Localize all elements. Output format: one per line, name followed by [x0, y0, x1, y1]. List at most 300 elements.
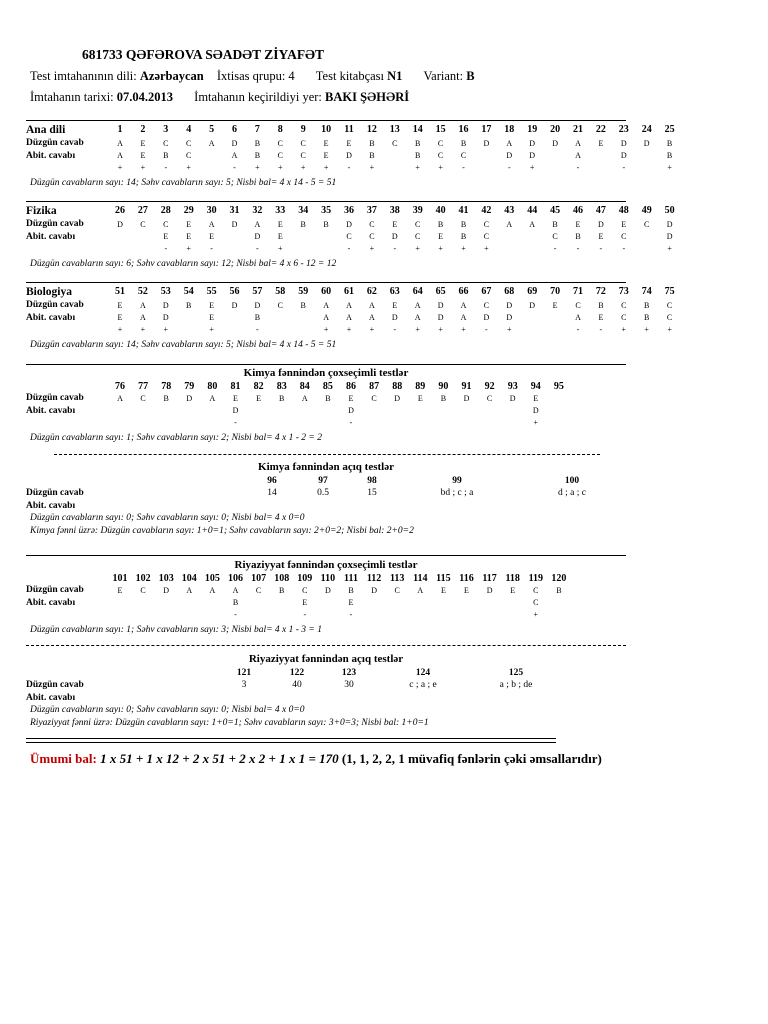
student-answer: B [644, 313, 650, 322]
header-line-2 [30, 69, 475, 84]
answer-mark: + [621, 325, 627, 334]
question-number: 107 [251, 573, 267, 584]
correct-answer: B [440, 394, 447, 403]
question-number: 21 [573, 124, 583, 135]
question-number: 10 [321, 124, 332, 135]
student-answer: B [254, 313, 261, 322]
answer-mark: - [393, 244, 397, 253]
answer-mark: - [393, 325, 397, 334]
correct-answer: C [163, 139, 169, 148]
correct-answer: D [186, 394, 193, 403]
correct-answer: C [302, 586, 308, 595]
correct-answer: c ; a ; e [409, 680, 437, 690]
question-number: 6 [232, 124, 237, 135]
correct-answer: A [506, 139, 513, 148]
correct-answer: D [509, 394, 516, 403]
question-number: 110 [320, 573, 336, 584]
exam-date-label: İmtahanın tarixi: [30, 90, 114, 104]
question-number: 102 [135, 573, 151, 584]
question-number: 19 [527, 124, 538, 135]
correct-answer: A [208, 139, 215, 148]
question-number: 1 [117, 124, 123, 135]
correct-answer-label: Düzgün cavab [26, 488, 84, 498]
answer-mark: + [533, 418, 539, 427]
question-number: 47 [595, 205, 606, 216]
correct-answer: E [510, 586, 516, 595]
question-number: 115 [436, 573, 451, 584]
correct-answer: C [644, 220, 650, 229]
question-number: 39 [412, 205, 423, 216]
correct-answer: D [463, 394, 470, 403]
student-answer: A [231, 151, 238, 160]
correct-answer: D [437, 301, 444, 310]
student-answer: D [666, 232, 673, 241]
question-number: 112 [366, 573, 382, 584]
student-answer: C [552, 232, 558, 241]
question-number: 4 [186, 124, 192, 135]
answer-mark: - [164, 244, 168, 253]
correct-answer: A [208, 220, 215, 229]
question-number: 90 [438, 381, 449, 392]
answer-mark: - [576, 325, 580, 334]
question-number: 36 [344, 205, 354, 216]
correct-answer: B [325, 394, 331, 403]
student-answer: D [437, 313, 444, 322]
correct-answer: E [552, 301, 558, 310]
correct-answer: D [483, 139, 490, 148]
variant-value: B [466, 69, 475, 83]
student-answer: E [277, 232, 283, 241]
student-answer-label: Abit. cavabı [26, 151, 76, 161]
dashed-divider [54, 454, 600, 455]
student-answer: B [666, 151, 673, 160]
subject-name: Ana dili [26, 124, 66, 136]
answer-mark: - [507, 163, 511, 172]
question-number: 109 [297, 573, 313, 584]
correct-answer-label: Düzgün cavab [26, 393, 84, 403]
question-number: 9 [300, 124, 306, 135]
correct-answer: C [140, 586, 146, 595]
answer-mark: + [300, 163, 306, 172]
question-number: 32 [252, 205, 263, 216]
question-number: 119 [528, 573, 544, 584]
question-number: 124 [415, 668, 431, 678]
question-number: 68 [504, 286, 515, 297]
correct-answer: B [437, 220, 444, 229]
question-number: 81 [230, 381, 241, 392]
correct-answer: B [279, 394, 285, 403]
correct-answer: C [277, 301, 283, 310]
correct-answer: B [163, 394, 169, 403]
answer-mark: - [210, 244, 213, 253]
student-id-name: 681733 QƏFƏROVA SƏADƏT ZİYAFƏT [82, 47, 325, 62]
question-number: 78 [161, 381, 172, 392]
question-number: 45 [550, 205, 561, 216]
answer-mark: + [461, 325, 466, 334]
question-number: 22 [595, 124, 606, 135]
section-summary: Düzgün cavabların sayı: 1; Səhv cavabların sayı: 3; Nisbi bal= 4 x 1 - 3 = 1 [30, 625, 322, 635]
correct-answer: C [392, 139, 398, 148]
question-number: 79 [184, 381, 195, 392]
question-number: 25 [664, 124, 675, 135]
question-number: 72 [595, 286, 606, 297]
question-number: 50 [664, 205, 675, 216]
subject-summary: Riyaziyyat fənni üzrə: Düzgün cavabların sayı: 1+0=1; Səhv cavabların sayı: 3+0=3; Nisbi bal: 1+0=1 [30, 718, 429, 728]
correct-answer: A [209, 394, 216, 403]
correct-answer: E [417, 394, 423, 403]
correct-answer-label: Düzgün cavab [26, 300, 84, 310]
student-answer: E [163, 232, 169, 241]
correct-answer: E [575, 220, 581, 229]
question-number: 106 [228, 573, 243, 584]
question-number: 59 [298, 286, 309, 297]
total-score [30, 751, 602, 767]
question-number: 56 [229, 286, 240, 297]
correct-answer: C [140, 220, 146, 229]
question-number: 66 [458, 286, 469, 297]
question-number: 18 [504, 124, 515, 135]
answer-mark: + [163, 325, 169, 334]
answer-mark: + [507, 325, 512, 334]
question-number: 35 [321, 205, 332, 216]
student-answer: D [529, 151, 536, 160]
answer-mark: - [462, 163, 465, 172]
student-answer-label: Abit. cavabı [26, 313, 76, 323]
correct-answer: D [254, 301, 261, 310]
student-answer: C [483, 232, 490, 241]
answer-mark: - [485, 325, 488, 334]
correct-answer: A [140, 301, 146, 310]
correct-answer: D [162, 301, 169, 310]
answer-mark: + [186, 163, 191, 172]
question-number: 97 [318, 476, 328, 486]
student-answer-label: Abit. cavabı [26, 232, 76, 242]
question-number: 49 [641, 205, 652, 216]
answer-mark: + [438, 163, 443, 172]
question-number: 3 [163, 124, 169, 135]
correct-answer: C [415, 220, 421, 229]
answer-mark: + [461, 244, 466, 253]
correct-answer: C [277, 139, 283, 148]
question-number: 54 [183, 286, 194, 297]
correct-answer: E [392, 301, 398, 310]
question-number: 60 [321, 286, 332, 297]
answer-mark: + [323, 163, 329, 172]
correct-answer: 30 [344, 680, 354, 690]
question-number: 70 [550, 286, 561, 297]
correct-answer: bd ; c ; a [440, 488, 474, 498]
answer-mark: - [599, 325, 603, 334]
correct-answer: C [394, 586, 400, 595]
section-summary: Düzgün cavabların sayı: 14; Səhv cavabların sayı: 5; Nisbi bal= 4 x 14 - 5 = 51 [30, 178, 337, 188]
answer-mark: + [415, 163, 420, 172]
student-answer-label: Abit. cavabı [26, 406, 76, 416]
correct-answer: A [117, 139, 123, 148]
correct-answer: E [348, 394, 354, 403]
student-answer: C [437, 151, 444, 160]
correct-answer: d ; a ; c [558, 488, 586, 498]
question-number: 83 [276, 381, 287, 392]
total-label: Ümumi bal: [30, 751, 97, 766]
correct-answer: B [644, 301, 650, 310]
student-answer: D [162, 313, 169, 322]
student-answer: D [620, 151, 627, 160]
question-number: 71 [573, 286, 583, 297]
student-answer: C [300, 151, 306, 160]
answer-mark: + [369, 325, 375, 334]
correct-answer: B [300, 220, 306, 229]
answer-mark: - [234, 610, 237, 619]
correct-answer: 0.5 [317, 488, 329, 498]
student-answer: A [575, 151, 581, 160]
correct-answer: A [323, 301, 329, 310]
correct-answer: A [254, 220, 261, 229]
correct-answer: E [277, 220, 283, 229]
double-divider [26, 738, 556, 743]
correct-answer: D [598, 220, 604, 229]
correct-answer: D [163, 586, 170, 595]
question-number: 120 [551, 573, 567, 584]
question-number: 99 [452, 476, 462, 486]
correct-answer: B [415, 139, 421, 148]
question-number: 123 [341, 668, 357, 678]
correct-answer: 14 [267, 488, 277, 498]
subject-name: Biologiya [26, 286, 73, 298]
question-number: 7 [254, 124, 260, 135]
question-number: 61 [344, 286, 354, 297]
question-number: 65 [435, 286, 446, 297]
correct-answer: C [621, 301, 627, 310]
answer-mark: - [164, 163, 168, 172]
student-answer: A [140, 313, 146, 322]
student-answer: C [460, 151, 467, 160]
student-answer: C [533, 598, 539, 607]
answer-mark: + [209, 325, 214, 334]
student-answer: D [346, 151, 352, 160]
kimya-open-title: Kimya fənnindən açıq testlər [258, 461, 394, 473]
exam-language-value: Azərbaycan [139, 69, 204, 83]
question-number: 103 [158, 573, 174, 584]
answer-mark: + [438, 244, 443, 253]
student-answer: D [506, 151, 513, 160]
question-number: 94 [530, 381, 541, 392]
correct-answer: C [437, 139, 444, 148]
kimya-mc-title: Kimya fənnindən çoxseçimli testlər [243, 367, 409, 379]
answer-mark: + [369, 163, 375, 172]
question-number: 98 [367, 476, 377, 486]
question-number: 117 [482, 573, 497, 584]
question-number: 64 [412, 286, 423, 297]
student-answer: C [277, 151, 283, 160]
student-answer: D [506, 313, 513, 322]
answer-mark: - [233, 163, 236, 172]
student-answer: D [391, 232, 398, 241]
correct-answer: B [598, 301, 604, 310]
correct-answer: C [140, 394, 146, 403]
answer-mark: - [599, 244, 603, 253]
correct-answer: D [231, 139, 238, 148]
correct-answer: B [279, 586, 285, 595]
correct-answer: A [529, 220, 536, 229]
section-summary: Düzgün cavabların sayı: 1; Səhv cavabların sayı: 2; Nisbi bal= 4 x 1 - 2 = 2 [30, 433, 322, 443]
question-number: 86 [346, 381, 356, 392]
student-answer: E [598, 313, 604, 322]
correct-answer: D [620, 139, 627, 148]
question-number: 43 [504, 205, 515, 216]
correct-answer: C [186, 139, 192, 148]
correct-answer: D [486, 586, 493, 595]
correct-answer: D [117, 220, 123, 229]
question-number: 104 [181, 573, 197, 584]
question-number: 14 [412, 124, 423, 135]
question-number: 15 [435, 124, 446, 135]
correct-answer: E [464, 586, 469, 595]
correct-answer: E [440, 586, 446, 595]
correct-answer: A [575, 139, 581, 148]
question-number: 76 [115, 381, 125, 392]
variant-label: Variant: [423, 69, 464, 83]
student-answer: D [532, 406, 539, 415]
correct-answer: E [186, 220, 192, 229]
student-answer: D [254, 232, 261, 241]
answer-mark: + [529, 163, 535, 172]
answer-mark: + [140, 163, 146, 172]
answer-mark: + [484, 244, 489, 253]
correct-answer: A [209, 586, 216, 595]
question-number: 34 [298, 205, 309, 216]
student-answer: E [140, 151, 146, 160]
student-answer: E [186, 232, 192, 241]
student-answer: D [348, 406, 354, 415]
question-number: 52 [137, 286, 148, 297]
student-answer: A [117, 151, 123, 160]
question-number: 114 [413, 573, 428, 584]
question-number: 5 [209, 124, 215, 135]
student-answer: C [666, 313, 673, 322]
question-number: 31 [229, 205, 240, 216]
correct-answer: C [371, 394, 377, 403]
correct-answer: E [233, 394, 238, 403]
correct-answer: E [346, 139, 352, 148]
question-number: 48 [618, 205, 629, 216]
correct-answer-label: Düzgün cavab [26, 585, 84, 595]
answer-mark: - [256, 244, 259, 253]
question-number: 16 [458, 124, 469, 135]
question-number: 77 [138, 381, 149, 392]
correct-answer: E [323, 139, 329, 148]
question-number: 87 [369, 381, 380, 392]
question-number: 125 [508, 668, 524, 678]
question-number: 20 [550, 124, 561, 135]
student-answer: B [460, 232, 467, 241]
question-number: 8 [277, 124, 283, 135]
answer-mark: - [303, 610, 307, 619]
correct-answer: A [346, 301, 352, 310]
student-answer: C [346, 232, 352, 241]
student-answer: A [369, 313, 375, 322]
question-number: 27 [137, 205, 148, 216]
student-answer: C [415, 232, 421, 241]
correct-answer: a ; b ; de [499, 680, 533, 690]
student-answer: E [438, 232, 444, 241]
student-answer-label: Abit. cavabı [26, 501, 76, 511]
question-number: 12 [366, 124, 377, 135]
correct-answer: D [529, 301, 536, 310]
exam-place-label: İmtahanın keçirildiyi yer: [194, 90, 322, 104]
correct-answer: D [371, 586, 377, 595]
correct-answer: D [231, 301, 238, 310]
divider [26, 201, 626, 202]
correct-answer: A [506, 220, 513, 229]
riyaz-mc-title: Riyaziyyat fənnindən çoxseçimli testlər [234, 559, 418, 571]
correct-answer: D [666, 220, 673, 229]
question-number: 96 [267, 476, 277, 486]
correct-answer: C [300, 139, 306, 148]
student-answer: C [621, 313, 627, 322]
answer-mark: + [667, 244, 672, 253]
section-summary: Düzgün cavabların sayı: 0; Səhv cavabların sayı: 0; Nisbi bal= 4 x 0=0 [30, 513, 305, 523]
question-number: 121 [236, 668, 252, 678]
correct-answer: C [483, 301, 490, 310]
divider [26, 120, 626, 121]
student-answer: E [598, 232, 604, 241]
answer-mark: + [117, 325, 123, 334]
correct-answer: D [506, 301, 513, 310]
correct-answer: A [414, 301, 421, 310]
question-number: 23 [618, 124, 629, 135]
question-number: 46 [573, 205, 583, 216]
correct-answer: D [231, 220, 238, 229]
correct-answer: E [117, 586, 123, 595]
question-number: 88 [392, 381, 403, 392]
question-number: 69 [527, 286, 538, 297]
answer-mark: - [347, 163, 351, 172]
correct-answer-label: Düzgün cavab [26, 138, 84, 148]
question-number: 118 [505, 573, 520, 584]
correct-answer: C [486, 394, 493, 403]
dashed-divider [26, 645, 626, 646]
exam-language-label: Test imtahanının dili: [30, 69, 137, 83]
question-number: 28 [160, 205, 171, 216]
correct-answer: D [552, 139, 558, 148]
header-line-3 [30, 90, 409, 105]
subject-name: Fizika [26, 205, 57, 217]
answer-mark: + [140, 325, 146, 334]
correct-answer: B [460, 220, 467, 229]
correct-answer: B [666, 139, 673, 148]
answer-mark: + [369, 244, 375, 253]
question-number: 41 [458, 205, 469, 216]
student-answer: C [369, 232, 375, 241]
correct-answer: E [117, 301, 123, 310]
student-answer-label: Abit. cavabı [26, 693, 76, 703]
correct-answer: D [325, 586, 331, 595]
student-answer: E [348, 598, 354, 607]
answer-mark: + [415, 325, 420, 334]
section-summary: Düzgün cavabların sayı: 6; Səhv cavabların sayı: 12; Nisbi bal= 4 x 6 - 12 = 12 [30, 259, 337, 269]
answer-mark: + [667, 325, 672, 334]
correct-answer: B [552, 220, 558, 229]
student-answer: D [483, 313, 490, 322]
question-number: 91 [461, 381, 472, 392]
riyaz-open-title: Riyaziyyat fənnindən açıq testlər [248, 653, 404, 665]
correct-answer: A [117, 394, 123, 403]
answer-mark: + [438, 325, 443, 334]
correct-answer: E [392, 220, 398, 229]
correct-answer: C [163, 220, 169, 229]
answer-mark: + [278, 244, 283, 253]
answer-mark: + [255, 163, 260, 172]
